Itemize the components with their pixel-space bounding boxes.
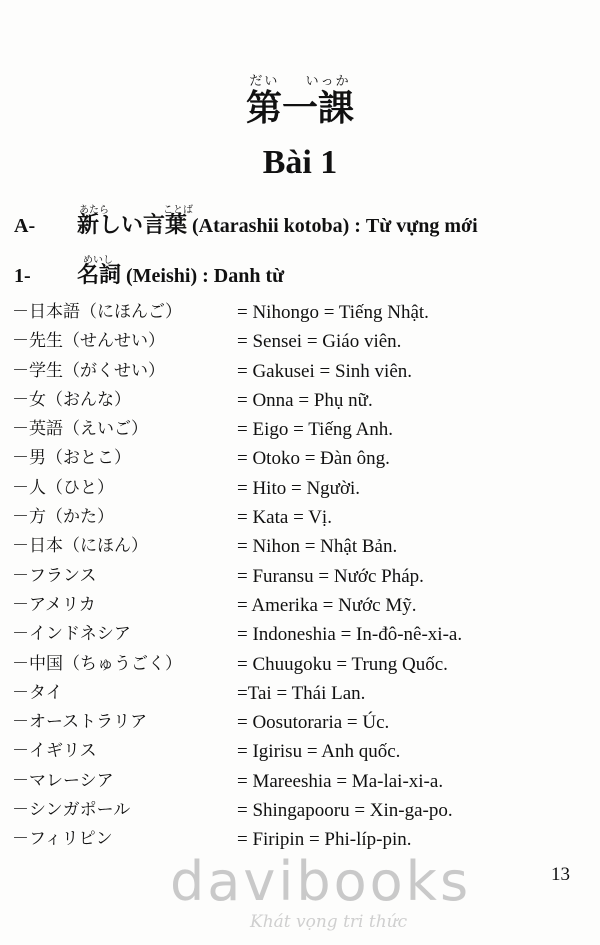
- title-furigana: [0, 70, 600, 88]
- section-1-label: 1-: [14, 265, 31, 287]
- list-item: [12, 532, 592, 561]
- vocab-meaning: = Indoneshia = In-đô-nê-xi-a.: [237, 624, 463, 646]
- vocab-japanese: －オーストラリア: [12, 712, 148, 733]
- section-1-romaji: (Meishi) : Danh từ: [126, 265, 285, 287]
- vocab-meaning: = Mareeshia = Ma-lai-xi-a.: [237, 770, 444, 792]
- page-number: 13: [551, 864, 570, 885]
- vocab-meaning: = Onna = Phụ nữ.: [237, 389, 373, 411]
- section-a-romaji: (Atarashii kotoba) : Từ vựng mới: [192, 215, 478, 237]
- vocab-meaning: = Shingapooru = Xin-ga-po.: [237, 800, 453, 822]
- list-item: [12, 444, 592, 473]
- list-item: [12, 767, 592, 796]
- furigana-atara: あたら: [79, 205, 109, 216]
- section-a-heading: [14, 205, 478, 239]
- list-item: [12, 679, 592, 708]
- vocab-japanese: －中国（ちゅうごく）: [12, 653, 182, 674]
- furigana-ikka: いっか: [305, 74, 351, 89]
- vocab-japanese: －日本語（にほんご）: [12, 302, 182, 322]
- furigana-dai: だい: [249, 74, 280, 89]
- furigana-kotoba: ことば: [163, 205, 193, 216]
- vocabulary-list: [12, 298, 592, 855]
- lesson-title: Bài 1: [262, 144, 338, 181]
- vocab-meaning: = Kata = Vị.: [237, 507, 332, 529]
- list-item: [12, 357, 592, 386]
- vocab-japanese: －アメリカ: [12, 594, 96, 615]
- list-item: [12, 386, 592, 415]
- vocab-meaning: = Furansu = Nước Pháp.: [237, 565, 424, 587]
- section-1-heading: [14, 255, 285, 289]
- vocab-japanese: －先生（せんせい）: [12, 331, 165, 352]
- list-item: [12, 298, 592, 327]
- vocab-meaning: = Firipin = Phi-líp-pin.: [237, 829, 412, 851]
- vocab-meaning: = Nihongo = Tiếng Nhật.: [237, 302, 429, 323]
- section-a-japanese: 新しい言葉: [77, 213, 188, 238]
- vocab-meaning: = Amerika = Nước Mỹ.: [237, 594, 417, 616]
- vocab-japanese: －男（おとこ）: [12, 448, 131, 469]
- vocab-meaning: = Oosutoraria = Úc.: [237, 712, 390, 734]
- vocab-japanese: －日本（にほん）: [12, 536, 148, 557]
- section-1-japanese: 名詞: [77, 263, 122, 288]
- vocab-japanese: －インドネシア: [12, 624, 131, 645]
- vocab-meaning: = Nihon = Nhật Bản.: [237, 536, 398, 558]
- vocab-meaning: = Igirisu = Anh quốc.: [237, 741, 401, 763]
- vocab-meaning: = Hito = Người.: [237, 477, 361, 499]
- vocab-japanese: －フィリピン: [12, 829, 113, 850]
- list-item: [12, 591, 592, 620]
- list-item: [12, 562, 592, 591]
- vocab-meaning: = Otoko = Đàn ông.: [237, 448, 390, 470]
- vocab-japanese: －女（おんな）: [12, 389, 131, 410]
- vocab-japanese: －学生（がくせい）: [12, 360, 165, 381]
- list-item: [12, 327, 592, 356]
- vocab-japanese: －方（かた）: [12, 507, 114, 528]
- vocab-japanese: －シンガポール: [12, 800, 131, 821]
- list-item: [12, 620, 592, 649]
- list-item: [12, 737, 592, 766]
- title-kanji: 第一課: [245, 88, 354, 129]
- watermark-brand: davibooks: [170, 850, 472, 913]
- lesson-header: [0, 70, 600, 182]
- vocab-japanese: －英語（えいご）: [12, 419, 148, 440]
- list-item: [12, 503, 592, 532]
- list-item: [12, 796, 592, 825]
- vocab-japanese: －タイ: [12, 682, 63, 703]
- vocab-japanese: －マレーシア: [12, 770, 114, 791]
- vocab-meaning: = Gakusei = Sinh viên.: [237, 360, 412, 382]
- list-item: [12, 650, 592, 679]
- vocab-meaning: =Tai = Thái Lan.: [237, 682, 366, 704]
- vocab-japanese: －フランス: [12, 565, 97, 586]
- vocab-meaning: = Eigo = Tiếng Anh.: [237, 419, 394, 441]
- list-item: [12, 474, 592, 503]
- furigana-meishi: めいし: [83, 255, 113, 266]
- vocab-meaning: = Chuugoku = Trung Quốc.: [237, 653, 448, 675]
- vocab-japanese: －人（ひと）: [12, 477, 114, 498]
- watermark-tagline: Khát vọng tri thức: [250, 912, 408, 932]
- vocab-meaning: = Sensei = Giáo viên.: [237, 331, 402, 353]
- section-a-label: A-: [14, 215, 36, 237]
- vocab-japanese: －イギリス: [12, 741, 97, 762]
- list-item: [12, 415, 592, 444]
- list-item: [12, 708, 592, 737]
